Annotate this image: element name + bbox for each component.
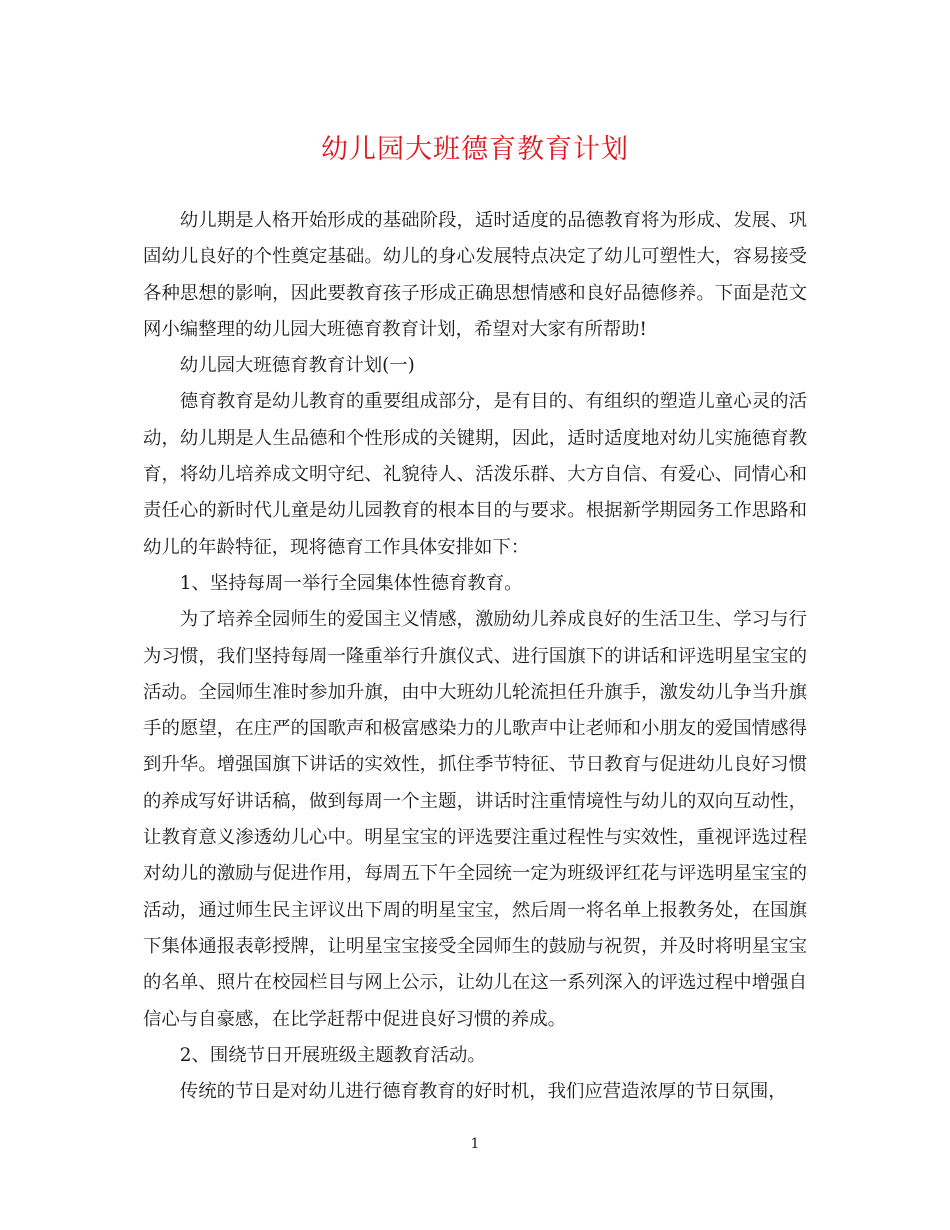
paragraph-item-1-detail: 为了培养全园师生的爱国主义情感，激励幼儿养成良好的生活卫生、学习与行为习惯，我们坚持每周一隆重举行升旗仪式、进行国旗下的讲话和评选明星宝宝的活动。全园师生准时参加升旗，由中大班幼儿轮流担任升旗手，激发幼儿争当升旗手的愿望，在庄严的国歌声和极富感染力的儿歌声中让老师和小朋友的爱国情感得到升华。增强国旗下讲话的实效性，抓住季节特征、节日教育与促进幼儿良好习惯的养成写好讲话稿，做到每周一个主题，讲话时注重情境性与幼儿的双向互动性，让教育意义渗透幼儿心中。明星宝宝的评选要注重过程性与实效性，重视评选过程对幼儿的激励与促进作用，每周五下午全园统一定为班级评红花与评选明星宝宝的活动，通过师生民主评议出下周的明星宝宝，然后周一将名单上报教务处，在国旗下集体通报表彰授牌，让明星宝宝接受全园师生的鼓励与祝贺，并及时将明星宝宝的名单、照片在校园栏目与网上公示，让幼儿在这一系列深入的评选过程中增强自信心与自豪感，在比学赶帮中促进良好习惯的养成。 xyxy=(143,609,807,1030)
list-heading-item-1: 1、坚持每周一举行全园集体性德育教育。 xyxy=(179,572,523,594)
paragraph-intro: 幼儿期是人格开始形成的基础阶段，适时适度的品德教育将为形成、发展、巩固幼儿良好的个性奠定基础。幼儿的身心发展特点决定了幼儿可塑性大，容易接受各种思想的影响，因此要教育孩子形成正确思想情感和良好品德修养。下面是范文网小编整理的幼儿园大班德育教育计划，希望对大家有所帮助! xyxy=(143,210,807,340)
paragraph-item-2-detail: 传统的节日是对幼儿进行德育教育的好时机，我们应营造浓厚的节日氛围， xyxy=(179,1081,787,1103)
section-heading-plan-one: 幼儿园大班德育教育计划(一) xyxy=(179,355,415,377)
paragraph-overview: 德育教育是幼儿教育的重要组成部分，是有目的、有组织的塑造儿童心灵的活动，幼儿期是人生品德和个性形成的关键期，因此，适时适度地对幼儿实施德育教育，将幼儿培养成文明守纪、礼貌待人、活泼乐群、大方自信、有爱心、同情心和责任心的新时代儿童是幼儿园教育的根本目的与要求。根据新学期园务工作思路和幼儿的年龄特征，现将德育工作具体安排如下： xyxy=(143,391,807,558)
list-heading-item-2: 2、围绕节日开展班级主题教育活动。 xyxy=(179,1044,486,1066)
page-number: 1 xyxy=(470,1136,480,1152)
document-body xyxy=(143,203,807,1110)
document-title: 幼儿园大班德育教育计划 xyxy=(321,134,629,165)
